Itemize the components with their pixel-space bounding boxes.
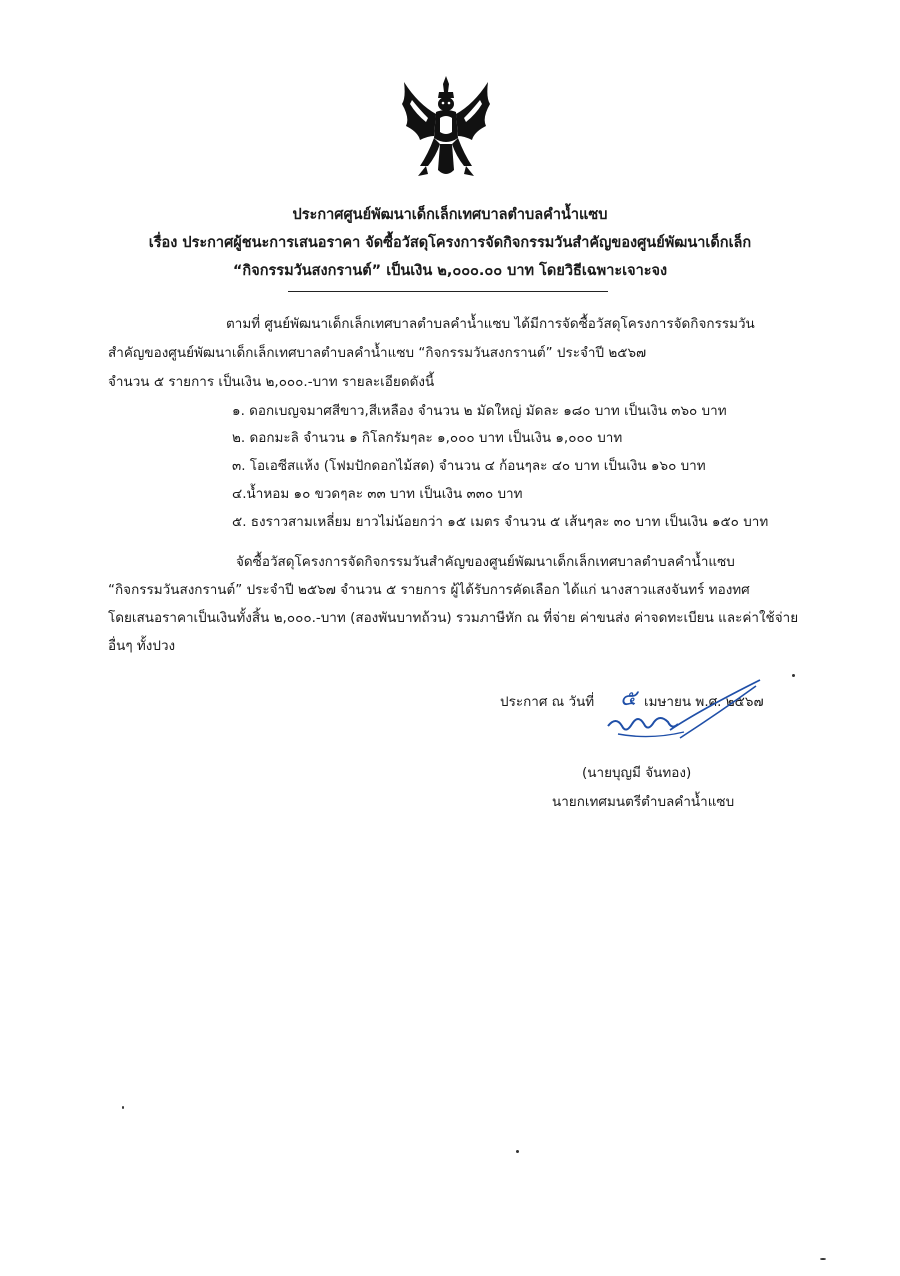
award-line-3: โดยเสนอราคาเป็นเงินทั้งสิ้น ๒,๐๐๐.-บาท (สองพันบาทถ้วน) รวมภาษีหัก ณ ที่จ่าย ค่าขนส่ง ค่าจดทะเบียน และค่าใช้จ่าย <box>108 610 799 626</box>
scan-speck <box>792 674 795 677</box>
announcement-title: ประกาศศูนย์พัฒนาเด็กเล็กเทศบาลตำบลคำน้ำแซบ <box>292 207 608 223</box>
header-divider <box>288 291 608 292</box>
handwritten-day: ๕ <box>620 686 637 711</box>
list-item: ๓. โอเอซีสแห้ง (โฟมปักดอกไม้สด) จำนวน ๔ ก้อนๆละ ๔๐ บาท เป็นเงิน ๑๖๐ บาท <box>232 458 706 474</box>
announcement-subject: เรื่อง ประกาศผู้ชนะการเสนอราคา จัดซื้อวัสดุโครงการจัดกิจกรรมวันสำคัญของศูนย์พัฒนาเด็กเล็ก <box>148 235 752 251</box>
announcement-subject-continued: “กิจกรรมวันสงกรานต์” เป็นเงิน ๒,๐๐๐.๐๐ บาท โดยวิธีเฉพาะเจาะจง <box>232 263 668 279</box>
list-item: ๕. ธงราวสามเหลี่ยม ยาวไม่น้อยกว่า ๑๕ เมตร จำนวน ๕ เส้นๆละ ๓๐ บาท เป็นเงิน ๑๕๐ บาท <box>232 514 769 530</box>
signatory-position: นายกเทศมนตรีตำบลคำน้ำแซบ <box>552 794 735 810</box>
scan-speck <box>516 1150 519 1153</box>
list-item: ๒. ดอกมะลิ จำนวน ๑ กิโลกรัมๆละ ๑,๐๐๐ บาท เป็นเงิน ๑,๐๐๐ บาท <box>232 430 623 446</box>
award-line-2: “กิจกรรมวันสงกรานต์” ประจำปี ๒๕๖๗ จำนวน ๕ รายการ ผู้ได้รับการคัดเลือก ได้แก่ นางสาวแสงจันทร์ ทองทศ <box>108 582 750 598</box>
award-line-1: จัดซื้อวัสดุโครงการจัดกิจกรรมวันสำคัญของศูนย์พัฒนาเด็กเล็กเทศบาลตำบลคำน้ำแซบ <box>236 554 735 570</box>
scan-speck <box>122 1106 124 1109</box>
announce-date-prefix: ประกาศ ณ วันที่ <box>500 694 595 710</box>
intro-line-3: จำนวน ๕ รายการ เป็นเงิน ๒,๐๐๐.-บาท รายละเอียดดังนี้ <box>108 374 435 390</box>
intro-line-2: สำคัญของศูนย์พัฒนาเด็กเล็กเทศบาลตำบลคำน้ำแซบ “กิจกรรมวันสงกรานต์” ประจำปี ๒๕๖๗ <box>108 345 647 361</box>
intro-line-1: ตามที่ ศูนย์พัฒนาเด็กเล็กเทศบาลตำบลคำน้ำแซบ ได้มีการจัดซื้อวัสดุโครงการจัดกิจกรรมวัน <box>226 316 755 332</box>
signature-icon <box>560 660 820 750</box>
list-item: ๑. ดอกเบญจมาศสีขาว,สีเหลือง จำนวน ๒ มัดใหญ่ มัดละ ๑๘๐ บาท เป็นเงิน ๓๖๐ บาท <box>232 403 727 419</box>
garuda-emblem-icon <box>398 74 494 184</box>
list-item: ๔.น้ำหอม ๑๐ ขวดๆละ ๓๓ บาท เป็นเงิน ๓๓๐ บาท <box>232 486 523 502</box>
scan-speck <box>820 1258 826 1260</box>
announce-date-suffix: เมษายน พ.ศ. ๒๕๖๗ <box>644 694 764 710</box>
award-line-4: อื่นๆ ทั้งปวง <box>108 638 176 654</box>
signatory-name: (นายบุญมี จันทอง) <box>582 765 692 781</box>
